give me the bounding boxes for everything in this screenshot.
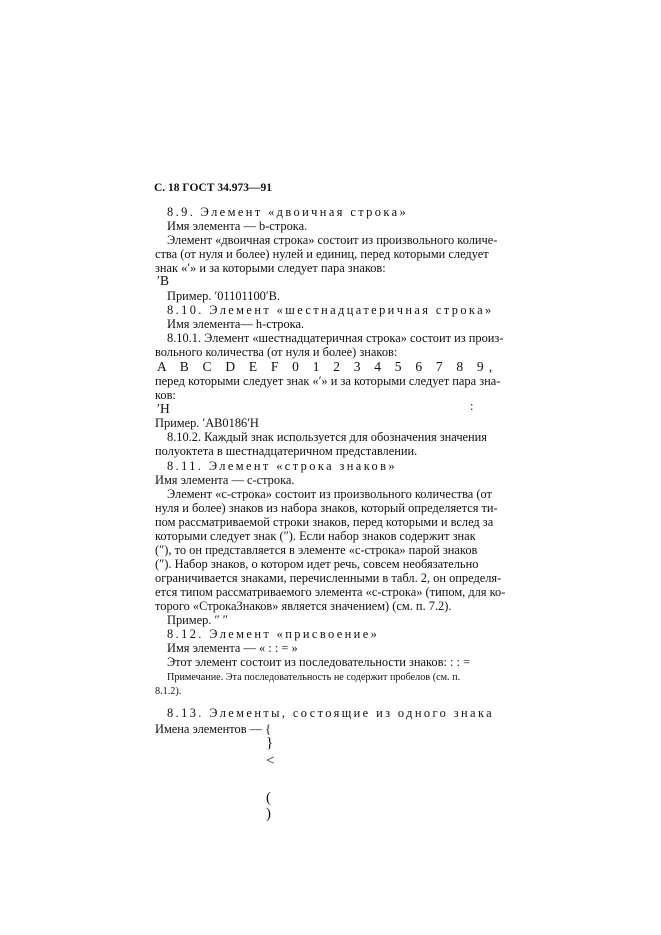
binary-suffix: ′B bbox=[157, 273, 169, 288]
section-heading-8-10: 8.10. Элемент «шестнадцатеричная строка» bbox=[167, 303, 494, 317]
hex-suffix: ′H bbox=[157, 401, 170, 416]
paragraph-line: знак «′» и за которыми следует пара знаков: bbox=[155, 261, 386, 275]
paragraph-line: пом рассматриваемой строки знаков, перед которыми и вслед за bbox=[155, 515, 494, 529]
paragraph-line: Этот элемент состоит из последовательности знаков: : : = bbox=[167, 655, 471, 669]
hex-alphabet: A B C D E F 0 1 2 3 4 5 6 7 8 9, bbox=[157, 359, 498, 374]
section-heading-8-11: 8.11. Элемент «строка знаков» bbox=[167, 459, 397, 473]
paragraph-line: Элемент «двоичная строка» состоит из произвольного количе- bbox=[167, 233, 498, 247]
paragraph-line: 8.10.2. Каждый знак используется для обозначения значения bbox=[167, 430, 488, 444]
example-line: Пример. ′01101100′B. bbox=[167, 289, 280, 303]
paragraph-line: Элемент «с-строка» состоит из произвольного количества (от bbox=[167, 487, 492, 501]
margin-mark: : bbox=[470, 399, 474, 413]
paragraph-line: 8.10.1. Элемент «шестнадцатеричная строка» состоит из произ- bbox=[167, 331, 504, 345]
paragraph-line: ков: bbox=[155, 388, 176, 402]
example-line: Пример. ″ ″ bbox=[167, 613, 228, 627]
note-line: 8.1.2). bbox=[155, 686, 182, 697]
paragraph-line: Имя элемента — c-строка. bbox=[155, 473, 295, 487]
glyph-right-brace: } bbox=[266, 735, 274, 751]
glyph-right-paren: ) bbox=[266, 806, 271, 822]
paragraph-line: вольного количества (от нуля и более) знаков: bbox=[155, 345, 398, 359]
paragraph-line: ется типом рассматриваемого элемента «с-строка» (типом, для ко- bbox=[155, 585, 506, 599]
paragraph-line: Имя элемента — b-строка. bbox=[167, 219, 308, 233]
paragraph-line: которыми следует знак (″). Если набор знаков содержит знак bbox=[155, 529, 476, 543]
paragraph-line: нуля и более) знаков из набора знаков, который определяется ти- bbox=[155, 501, 498, 515]
section-heading-8-12: 8.12. Элемент «присвоение» bbox=[167, 627, 380, 641]
paragraph-line: (″). Набор знаков, о котором идет речь, совсем необязательно bbox=[155, 557, 479, 571]
paragraph-line: ограничивается знаками, перечисленными в табл. 2, он определя- bbox=[155, 571, 502, 585]
paragraph-line: ства (от нуля и более) нулей и единиц, перед которыми следует bbox=[155, 247, 489, 261]
paragraph-line: Имя элемента— h-строка. bbox=[167, 317, 305, 331]
paragraph-line: перед которыми следует знак «′» и за которыми следует пара зна- bbox=[155, 374, 501, 388]
paragraph-line: (″), то он представляется в элементе «с-строка» парой знаков bbox=[155, 543, 478, 557]
page-header: С. 18 ГОСТ 34.973—91 bbox=[154, 182, 273, 194]
glyph-less-than: < bbox=[266, 753, 275, 769]
glyph-left-paren: ( bbox=[266, 790, 271, 806]
example-line: Пример. ′AB0186′H bbox=[155, 416, 259, 430]
paragraph-line: торого «СтрокаЗнаков» является значением) (см. п. 7.2). bbox=[155, 599, 452, 613]
paragraph-line: Имя элемента — « : : = » bbox=[167, 641, 298, 655]
section-heading-8-13: 8.13. Элементы, состоящие из одного знака bbox=[167, 706, 495, 720]
section-heading-8-9: 8.9. Элемент «двоичная строка» bbox=[167, 205, 409, 219]
paragraph-line: полуоктета в шестнадцатеричном представлении. bbox=[155, 444, 418, 458]
element-names-line: Имена элементов — { bbox=[155, 722, 272, 736]
note-line: Примечание. Эта последовательность не содержит пробелов (см. п. bbox=[167, 672, 461, 683]
